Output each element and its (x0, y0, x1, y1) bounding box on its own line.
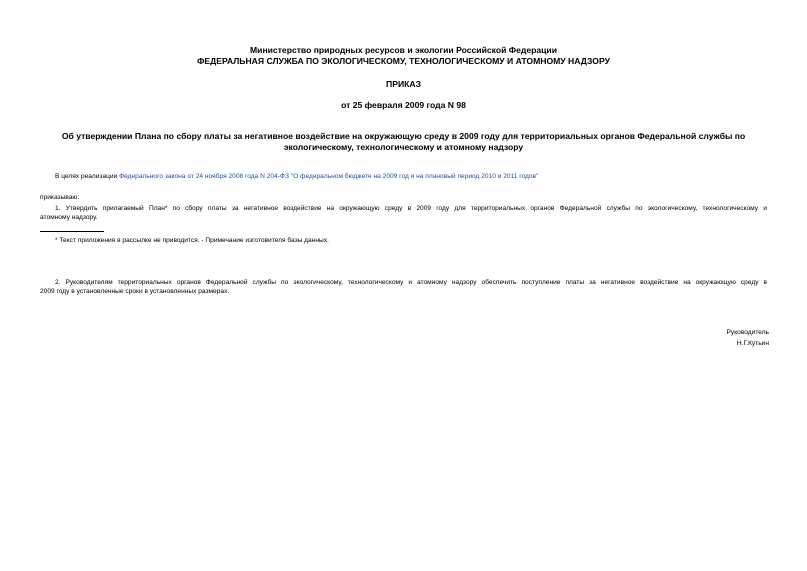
document-subject (0, 131, 807, 153)
orders-word: приказываю: (40, 194, 80, 201)
signature-name: Н.Г.Кутьин (736, 340, 769, 347)
document-type: ПРИКАЗ (386, 79, 421, 89)
document-date-number: от 25 февраля 2009 года N 98 (341, 100, 466, 110)
document-subject-line2: экологическому, технологическому и атомному надзору (283, 142, 524, 152)
footnote-text: * Текст приложения в рассылке не приводится. - Примечание изготовителя базы данных. (55, 237, 329, 244)
intro-paragraph (55, 172, 538, 181)
item2-line1: 2. Руководителям территориальных органов Федеральной службы по экологическому, технологическому и атомному надзору обеспечить поступление платы за негативное воздействие на окружающую среду в (55, 279, 767, 286)
item1-line2: атомному надзору. (40, 214, 98, 221)
service-name: ФЕДЕРАЛЬНАЯ СЛУЖБА ПО ЭКОЛОГИЧЕСКОМУ, ТЕХНОЛОГИЧЕСКОМУ И АТОМНОМУ НАДЗОРУ (197, 56, 610, 66)
federal-law-link[interactable]: Федерального закона от 24 ноября 2008 года N 204-ФЗ "О федеральном бюджете на 2009 год и на плановый период 2010 и 2011 годов" (119, 173, 539, 180)
item1-line1: 1. Утвердить прилагаемый План* по сбору платы за негативное воздействие на окружающую среду в 2009 году для территориальных органов Федеральной службы по экологическому, технологическому и (55, 205, 767, 212)
document-subject-line1: Об утверждении Плана по сбору платы за негативное воздействие на окружающую среду в 2009 году для территориальных органов Федеральной службы по (61, 131, 746, 141)
signature-title: Руководитель (726, 329, 769, 336)
item2-line2: 2009 году в установленные сроки в установленных размерах. (40, 288, 230, 295)
footnote-divider (40, 231, 104, 232)
ministry-name: Министерство природных ресурсов и экологии Российской Федерации (250, 45, 557, 55)
intro-prefix: В целях реализации (55, 173, 120, 180)
